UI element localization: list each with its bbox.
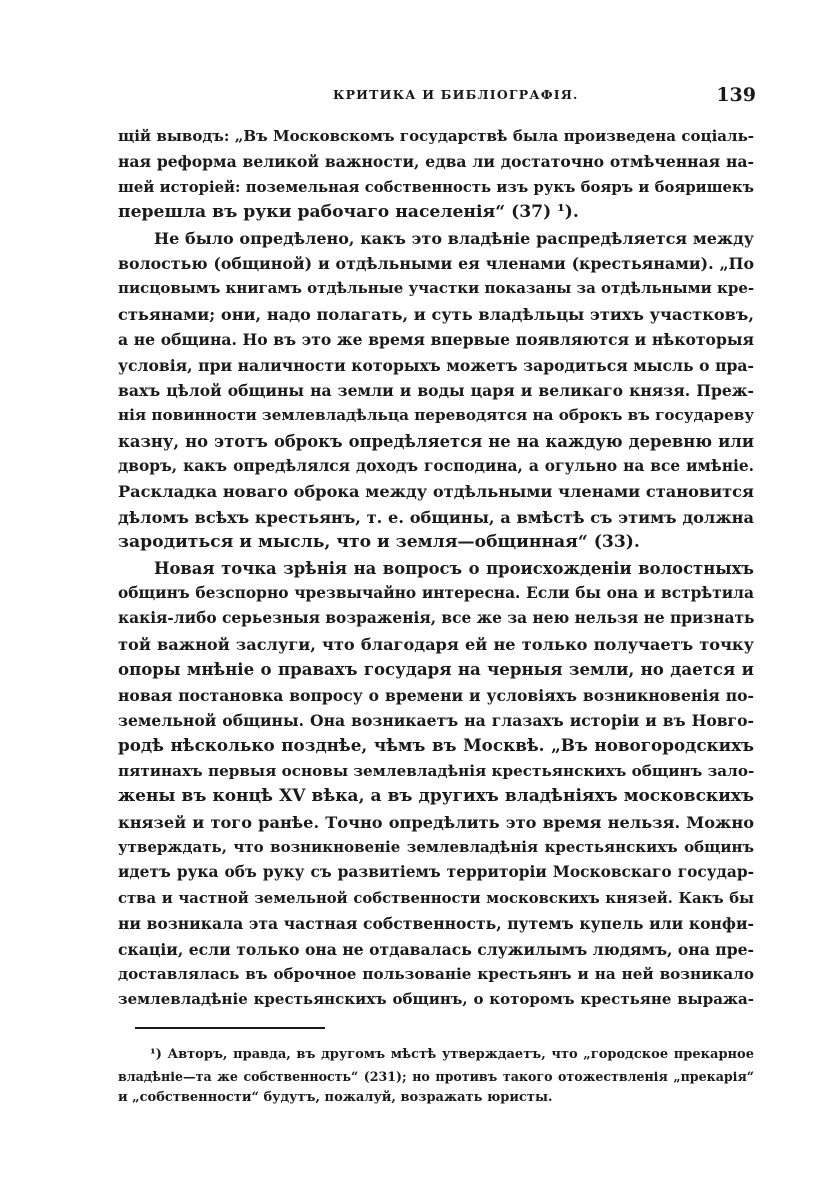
footnotes: [118, 1044, 754, 1109]
footnote-line: ¹) Авторъ, правда, въ другомъ мѣстѣ утверждаетъ, что „городское прекарное: [150, 1047, 754, 1062]
text-line: скаціи, если только она не отдавалась служилымъ людямъ, она пре-: [118, 939, 754, 959]
text-line: ни возникала эта частная собственность, путемъ купель или конфи-: [118, 914, 754, 934]
text-line: общинъ безспорно чрезвычайно интересна. Если бы она и встрѣтила: [118, 584, 754, 603]
text-line: стьянами; они, надо полагать, и суть владѣльцы этихъ участковъ,: [118, 304, 754, 324]
text-line: ная реформа великой важности, едва ли достаточно отмѣченная на-: [118, 152, 754, 172]
footnote-separator: [135, 1027, 325, 1029]
text-line: ства и частной земельной собственности московскихъ князей. Какъ бы: [118, 889, 754, 907]
text-line: дворъ, какъ опредѣлялся доходъ господина, а огульно на все имѣніе.: [118, 457, 754, 476]
text-line: идетъ рука объ руку съ развитіемъ территоріи Московскаго государ-: [118, 863, 754, 882]
text-line: жены въ концѣ XV вѣка, а въ другихъ владѣніяхъ московскихъ: [118, 786, 754, 807]
text-line: дѣломъ всѣхъ крестьянъ, т. е. общины, а вмѣстѣ съ этимъ должна: [118, 507, 754, 527]
text-line: Раскладка новаго оброка между отдѣльными членами становится: [118, 482, 754, 502]
text-line: условія, при наличности которыхъ можетъ зародиться мысль о пра-: [118, 355, 754, 375]
footnote-line: владѣніе—та же собственность“ (231); но противъ такого отожествленія „прекарія“: [118, 1068, 754, 1084]
text-line: какія-либо серьезныя возраженія, все же за нею нельзя не признать: [118, 609, 755, 628]
text-line: казну, но этотъ оброкъ опредѣляется не на каждую деревню или: [118, 431, 754, 451]
text-line: новая постановка вопросу о времени и условіяхъ возникновенія по-: [118, 685, 754, 705]
text-line: вахъ цѣлой общины на земли и воды царя и великаго князя. Преж-: [118, 380, 754, 400]
text-line: земельной общины. Она возникаетъ на глазахъ исторіи и въ Новго-: [118, 710, 754, 730]
page-number: 139: [716, 84, 756, 106]
text-line: князей и того ранѣе. Точно опредѣлить это время нельзя. Можно: [118, 812, 754, 832]
text-line: перешла въ руки рабочаго населенія“ (37) ¹).: [118, 202, 579, 223]
running-title: КРИТИКА И БИБЛІОГРАФІЯ.: [333, 87, 579, 102]
text-line: писцовымъ книгамъ отдѣльные участки показаны за отдѣльными кре-: [118, 279, 755, 298]
text-line: доставлялась въ оброчное пользованіе крестьянъ и на ней возникало: [118, 964, 754, 983]
page-header: [118, 83, 756, 107]
text-line: пятинахъ первыя основы землевладѣнія крестьянскихъ общинъ зало-: [118, 761, 755, 780]
text-line: шей исторіей: поземельная собственность изъ рукъ бояръ и бояришекъ: [118, 178, 754, 196]
text-line: нія повинности землевладѣльца переводятся на оброкъ въ государеву: [118, 406, 755, 425]
text-line: волостью (общиной) и отдѣльными ея членами (крестьянами). „По: [118, 253, 754, 273]
text-line: той важной заслуги, что благодаря ей не только получаетъ точку: [118, 634, 754, 654]
text-line: утверждать, что возникновеніе землевладѣнія крестьянскихъ общинъ: [118, 837, 754, 856]
text-line: опоры мнѣніе о правахъ государя на черныя земли, но дается и: [118, 659, 754, 680]
text-line: родѣ нѣсколько позднѣе, чѣмъ въ Москвѣ. „Въ новогородскихъ: [118, 735, 754, 756]
text-line: Новая точка зрѣнія на вопросъ о происхожденіи волостныхъ: [154, 558, 754, 578]
text-line: зародиться и мысль, что и земля—общинная“ (33).: [118, 532, 640, 553]
body-text: [118, 124, 754, 1013]
footnote-line: и „собственности“ будутъ, пожалуй, возражать юристы.: [118, 1090, 553, 1105]
text-line: а не община. Но въ это же время впервые появляются и нѣкоторыя: [118, 330, 754, 350]
text-line: щій выводъ: „Въ Московскомъ государствѣ была произведена соціаль-: [118, 127, 754, 145]
text-line: Не было опредѣлено, какъ это владѣніе распредѣляется между: [154, 228, 754, 248]
text-line: землевладѣніе крестьянскихъ общинъ, о которомъ крестьяне выража-: [118, 990, 754, 1009]
